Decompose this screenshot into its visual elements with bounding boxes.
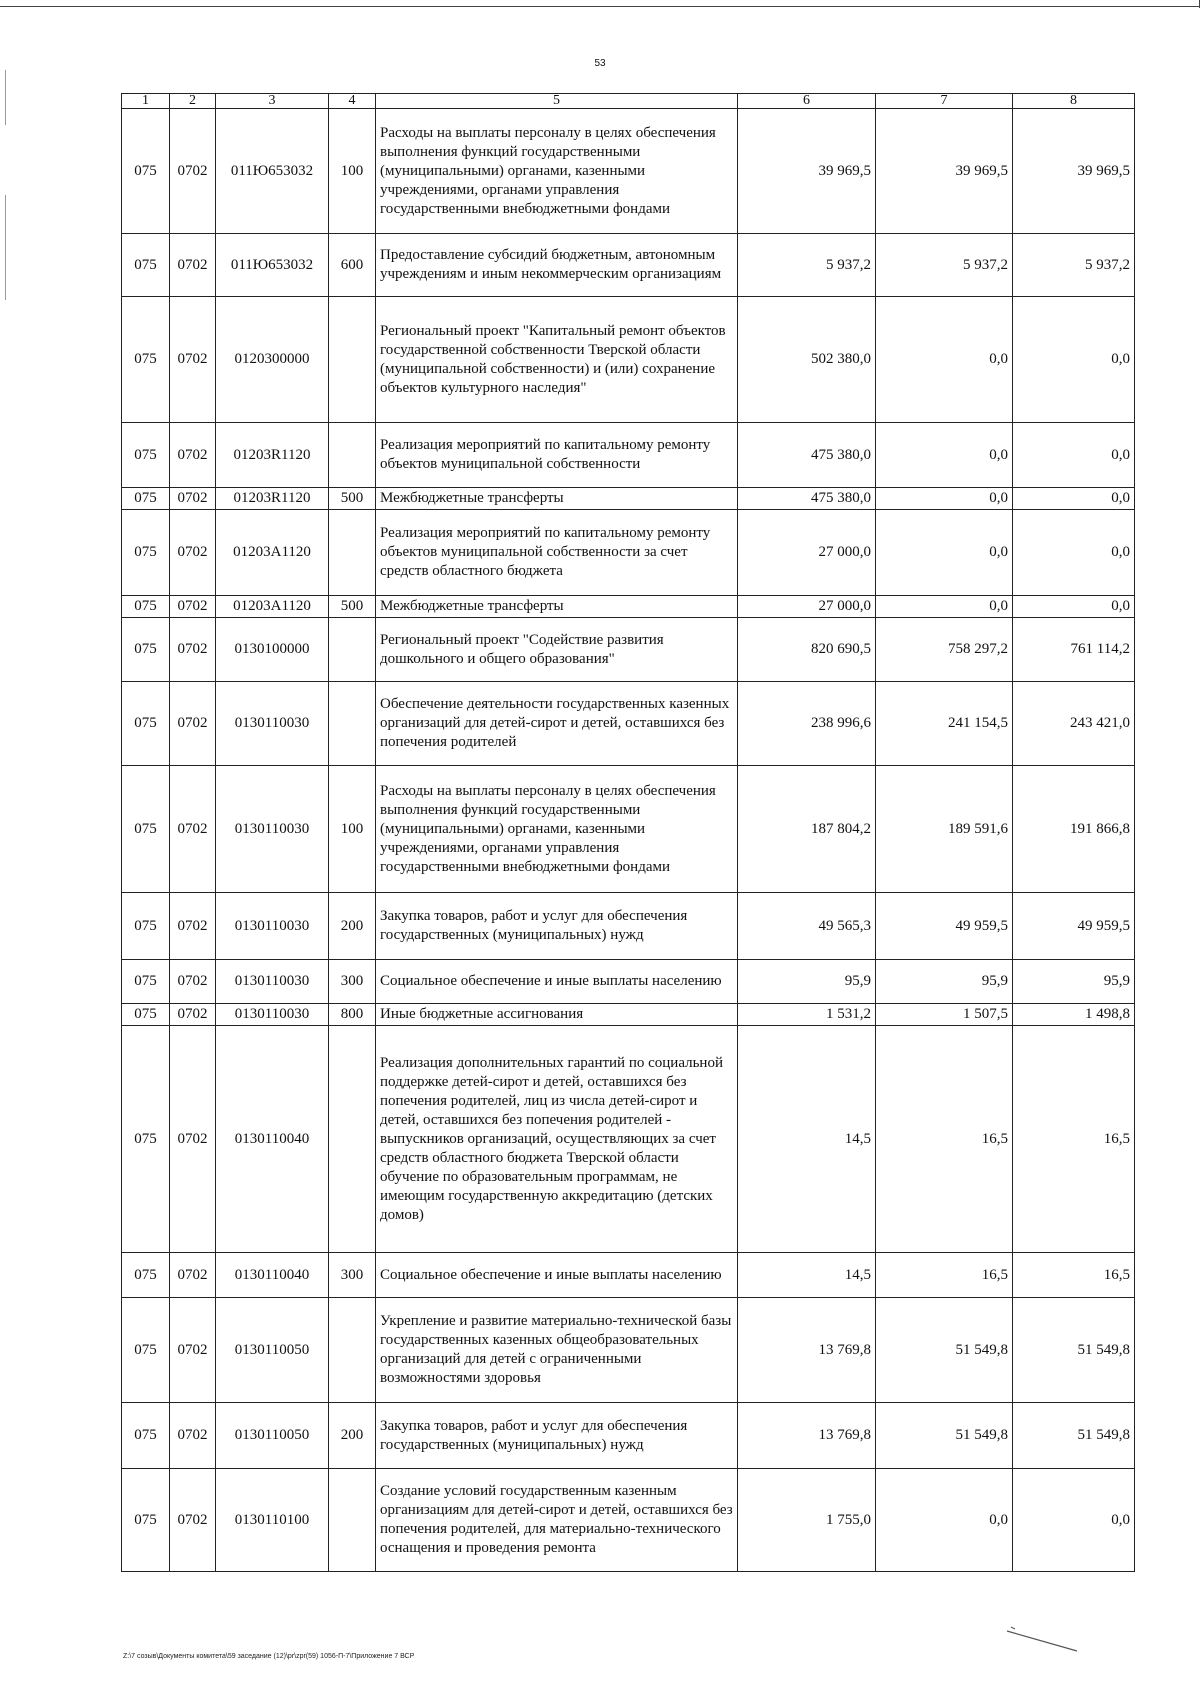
cell-amount-col8: 39 969,5: [1013, 109, 1135, 234]
cell-target-article: 0130110030: [216, 1004, 329, 1026]
cell-amount-col6: 502 380,0: [738, 297, 876, 423]
cell-section: 0702: [170, 766, 216, 893]
column-header: 5: [376, 94, 738, 109]
cell-amount-col8: 0,0: [1013, 510, 1135, 596]
table-row: [122, 510, 1135, 596]
cell-amount-col7: 16,5: [876, 1253, 1013, 1298]
cell-description: Предоставление субсидий бюджетным, автономным учреждениям и иным некоммерческим организациям: [376, 234, 738, 297]
table-row: [122, 1298, 1135, 1403]
cell-department: 075: [122, 1298, 170, 1403]
cell-amount-col8: 16,5: [1013, 1253, 1135, 1298]
cell-target-article: 0130110050: [216, 1403, 329, 1469]
cell-amount-col7: 1 507,5: [876, 1004, 1013, 1026]
table-row: [122, 960, 1135, 1004]
cell-amount-col7: 0,0: [876, 297, 1013, 423]
table-row: [122, 766, 1135, 893]
cell-amount-col7: 241 154,5: [876, 682, 1013, 766]
cell-section: 0702: [170, 1403, 216, 1469]
table-row: [122, 234, 1135, 297]
cell-description: Иные бюджетные ассигнования: [376, 1004, 738, 1026]
budget-table: [121, 93, 1135, 1572]
cell-section: 0702: [170, 1469, 216, 1572]
cell-description: Укрепление и развитие материально-технической базы государственных казенных общеобразовательных организаций для детей с ограниченными возможностями здоровья: [376, 1298, 738, 1403]
cell-expense-type: 300: [329, 960, 376, 1004]
cell-amount-col7: 0,0: [876, 510, 1013, 596]
cell-amount-col6: 14,5: [738, 1026, 876, 1253]
cell-target-article: 0120300000: [216, 297, 329, 423]
cell-amount-col7: 49 959,5: [876, 893, 1013, 960]
table-row: [122, 1469, 1135, 1572]
cell-description: Реализация мероприятий по капитальному ремонту объектов муниципальной собственности: [376, 423, 738, 488]
cell-section: 0702: [170, 1026, 216, 1253]
cell-amount-col6: 14,5: [738, 1253, 876, 1298]
table-row: [122, 109, 1135, 234]
cell-amount-col6: 238 996,6: [738, 682, 876, 766]
cell-amount-col6: 39 969,5: [738, 109, 876, 234]
cell-expense-type: 600: [329, 234, 376, 297]
cell-amount-col6: 13 769,8: [738, 1403, 876, 1469]
cell-amount-col6: 13 769,8: [738, 1298, 876, 1403]
cell-department: 075: [122, 510, 170, 596]
cell-target-article: 0130110040: [216, 1026, 329, 1253]
table-row: [122, 423, 1135, 488]
cell-expense-type: 300: [329, 1253, 376, 1298]
cell-department: 075: [122, 1253, 170, 1298]
cell-target-article: 0130110030: [216, 893, 329, 960]
cell-expense-type: 200: [329, 893, 376, 960]
table-row: [122, 488, 1135, 510]
cell-amount-col8: 95,9: [1013, 960, 1135, 1004]
cell-amount-col8: 761 114,2: [1013, 618, 1135, 682]
cell-expense-type: [329, 1298, 376, 1403]
cell-department: 075: [122, 234, 170, 297]
cell-description: Создание условий государственным казенным организациям для детей-сирот и детей, оставшихся без попечения родителей, для материально-технического оснащения и проведения ремонта: [376, 1469, 738, 1572]
cell-department: 075: [122, 766, 170, 893]
cell-target-article: 0130110040: [216, 1253, 329, 1298]
cell-expense-type: [329, 682, 376, 766]
cell-description: Региональный проект "Содействие развития дошкольного и общего образования": [376, 618, 738, 682]
cell-amount-col8: 243 421,0: [1013, 682, 1135, 766]
column-header: 3: [216, 94, 329, 109]
cell-expense-type: [329, 1469, 376, 1572]
cell-target-article: 0130110030: [216, 960, 329, 1004]
cell-department: 075: [122, 488, 170, 510]
cell-description: Закупка товаров, работ и услуг для обеспечения государственных (муниципальных) нужд: [376, 1403, 738, 1469]
cell-amount-col6: 187 804,2: [738, 766, 876, 893]
table-row: [122, 1253, 1135, 1298]
cell-section: 0702: [170, 297, 216, 423]
cell-target-article: 01203A1120: [216, 510, 329, 596]
cell-amount-col7: 16,5: [876, 1026, 1013, 1253]
cell-section: 0702: [170, 423, 216, 488]
cell-amount-col8: 0,0: [1013, 297, 1135, 423]
cell-department: 075: [122, 682, 170, 766]
cell-amount-col6: 95,9: [738, 960, 876, 1004]
cell-amount-col6: 475 380,0: [738, 423, 876, 488]
cell-amount-col7: 0,0: [876, 488, 1013, 510]
cell-amount-col8: 0,0: [1013, 423, 1135, 488]
cell-expense-type: [329, 510, 376, 596]
top-edge-line: [0, 6, 1200, 7]
cell-section: 0702: [170, 488, 216, 510]
cell-amount-col8: 49 959,5: [1013, 893, 1135, 960]
cell-description: Закупка товаров, работ и услуг для обеспечения государственных (муниципальных) нужд: [376, 893, 738, 960]
cell-department: 075: [122, 618, 170, 682]
cell-amount-col7: 0,0: [876, 1469, 1013, 1572]
cell-amount-col7: 39 969,5: [876, 109, 1013, 234]
cell-amount-col7: 51 549,8: [876, 1298, 1013, 1403]
cell-section: 0702: [170, 618, 216, 682]
column-header: 4: [329, 94, 376, 109]
cell-expense-type: 500: [329, 596, 376, 618]
cell-amount-col8: 51 549,8: [1013, 1403, 1135, 1469]
column-header: 6: [738, 94, 876, 109]
cell-target-article: 0130110100: [216, 1469, 329, 1572]
margin-scan-mark: [5, 70, 6, 125]
cell-amount-col6: 27 000,0: [738, 510, 876, 596]
cell-department: 075: [122, 1026, 170, 1253]
cell-description: Социальное обеспечение и иные выплаты населению: [376, 1253, 738, 1298]
cell-expense-type: 200: [329, 1403, 376, 1469]
table-row: [122, 596, 1135, 618]
cell-expense-type: 500: [329, 488, 376, 510]
cell-target-article: 0130110030: [216, 766, 329, 893]
cell-department: 075: [122, 893, 170, 960]
cell-department: 075: [122, 1403, 170, 1469]
cell-department: 075: [122, 109, 170, 234]
cell-section: 0702: [170, 109, 216, 234]
cell-description: Региональный проект "Капитальный ремонт объектов государственной собственности Тверской области (муниципальной собственности) и (или) сохранение объектов культурного наследия": [376, 297, 738, 423]
cell-description: Реализация мероприятий по капитальному ремонту объектов муниципальной собственности за счет средств областного бюджета: [376, 510, 738, 596]
cell-amount-col8: 51 549,8: [1013, 1298, 1135, 1403]
cell-section: 0702: [170, 1004, 216, 1026]
cell-target-article: 0130100000: [216, 618, 329, 682]
cell-amount-col6: 475 380,0: [738, 488, 876, 510]
cell-description: Межбюджетные трансферты: [376, 596, 738, 618]
header-row: [122, 94, 1135, 109]
cell-description: Межбюджетные трансферты: [376, 488, 738, 510]
cell-section: 0702: [170, 893, 216, 960]
cell-expense-type: 100: [329, 109, 376, 234]
cell-target-article: 01203A1120: [216, 596, 329, 618]
cell-amount-col6: 1 755,0: [738, 1469, 876, 1572]
pen-mark: [1005, 1625, 1085, 1655]
cell-target-article: 011Ю653032: [216, 234, 329, 297]
cell-section: 0702: [170, 682, 216, 766]
cell-section: 0702: [170, 1298, 216, 1403]
cell-amount-col6: 820 690,5: [738, 618, 876, 682]
cell-department: 075: [122, 596, 170, 618]
table-row: [122, 682, 1135, 766]
cell-amount-col8: 5 937,2: [1013, 234, 1135, 297]
cell-amount-col6: 27 000,0: [738, 596, 876, 618]
cell-amount-col8: 1 498,8: [1013, 1004, 1135, 1026]
cell-target-article: 01203R1120: [216, 423, 329, 488]
cell-department: 075: [122, 423, 170, 488]
table-row: [122, 1026, 1135, 1253]
cell-expense-type: [329, 423, 376, 488]
cell-section: 0702: [170, 960, 216, 1004]
table-row: [122, 1004, 1135, 1026]
column-header: 2: [170, 94, 216, 109]
column-header: 7: [876, 94, 1013, 109]
column-header: 8: [1013, 94, 1135, 109]
cell-description: Социальное обеспечение и иные выплаты населению: [376, 960, 738, 1004]
cell-amount-col6: 49 565,3: [738, 893, 876, 960]
cell-amount-col7: 0,0: [876, 596, 1013, 618]
cell-target-article: 0130110050: [216, 1298, 329, 1403]
cell-amount-col7: 51 549,8: [876, 1403, 1013, 1469]
table-row: [122, 893, 1135, 960]
cell-department: 075: [122, 1004, 170, 1026]
cell-description: Обеспечение деятельности государственных казенных организаций для детей-сирот и детей, оставшихся без попечения родителей: [376, 682, 738, 766]
cell-amount-col7: 0,0: [876, 423, 1013, 488]
cell-target-article: 011Ю653032: [216, 109, 329, 234]
cell-section: 0702: [170, 510, 216, 596]
cell-description: Реализация дополнительных гарантий по социальной поддержке детей-сирот и детей, оставшихся без попечения родителей, лиц из числа детей-сирот и детей, оставшихся без попечения родителей - выпускников организаций, осуществляющих за счет средств областного бюджета Тверской области обучение по образовательным программам, не имеющим государственную аккредитацию (детских домов): [376, 1026, 738, 1253]
cell-amount-col6: 1 531,2: [738, 1004, 876, 1026]
cell-expense-type: 100: [329, 766, 376, 893]
table-row: [122, 1403, 1135, 1469]
cell-description: Расходы на выплаты персоналу в целях обеспечения выполнения функций государственными (муниципальными) органами, казенными учреждениями, органами управления государственными внебюджетными фондами: [376, 766, 738, 893]
cell-expense-type: [329, 297, 376, 423]
file-path-footer: Z:\7 созыв\Документы комитета\59 заседание (12)\pr\zpr(59) 1056-П-7\Приложение 7 ВСР: [123, 1653, 415, 1660]
cell-department: 075: [122, 1469, 170, 1572]
cell-amount-col7: 758 297,2: [876, 618, 1013, 682]
cell-department: 075: [122, 297, 170, 423]
page-number: 53: [594, 58, 606, 69]
cell-amount-col6: 5 937,2: [738, 234, 876, 297]
cell-expense-type: [329, 1026, 376, 1253]
column-header: 1: [122, 94, 170, 109]
cell-amount-col7: 189 591,6: [876, 766, 1013, 893]
cell-section: 0702: [170, 1253, 216, 1298]
cell-expense-type: 800: [329, 1004, 376, 1026]
cell-amount-col7: 95,9: [876, 960, 1013, 1004]
cell-section: 0702: [170, 596, 216, 618]
cell-target-article: 0130110030: [216, 682, 329, 766]
cell-amount-col8: 191 866,8: [1013, 766, 1135, 893]
cell-amount-col7: 5 937,2: [876, 234, 1013, 297]
cell-section: 0702: [170, 234, 216, 297]
cell-expense-type: [329, 618, 376, 682]
cell-amount-col8: 0,0: [1013, 488, 1135, 510]
table-row: [122, 618, 1135, 682]
cell-target-article: 01203R1120: [216, 488, 329, 510]
cell-amount-col8: 0,0: [1013, 596, 1135, 618]
cell-description: Расходы на выплаты персоналу в целях обеспечения выполнения функций государственными (муниципальными) органами, казенными учреждениями, органами управления государственными внебюджетными фондами: [376, 109, 738, 234]
cell-amount-col8: 16,5: [1013, 1026, 1135, 1253]
table-row: [122, 297, 1135, 423]
cell-department: 075: [122, 960, 170, 1004]
margin-scan-mark: [5, 195, 6, 300]
cell-amount-col8: 0,0: [1013, 1469, 1135, 1572]
